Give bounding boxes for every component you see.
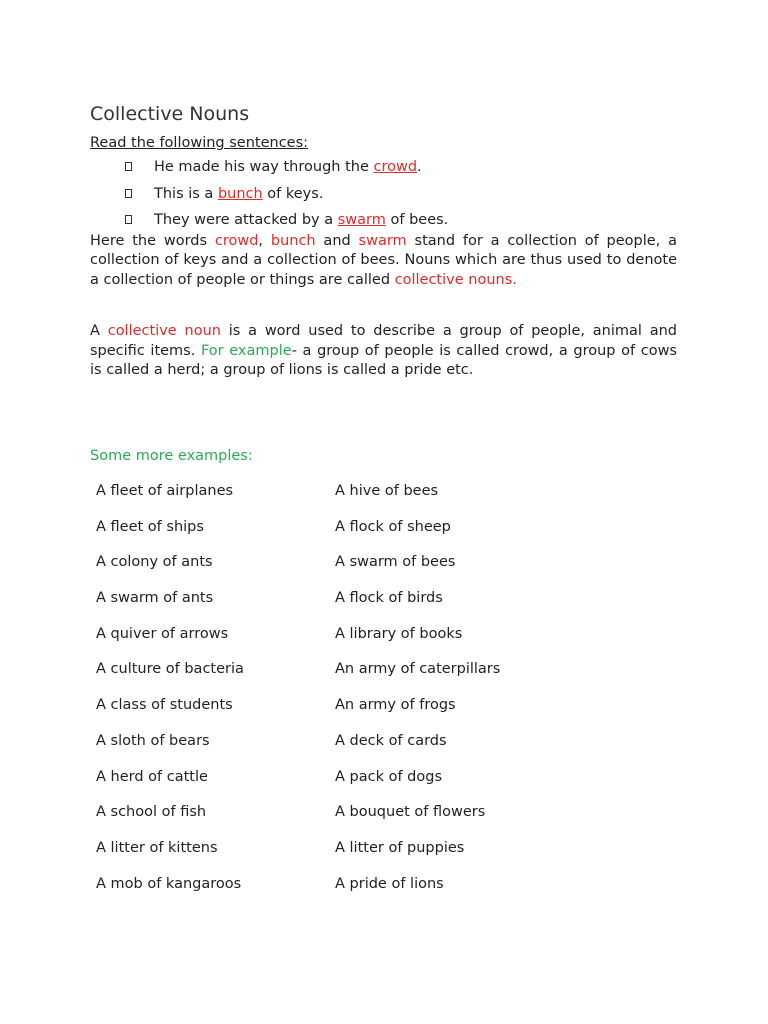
bullet-box-icon (125, 162, 132, 171)
example-left: A quiver of arrows (96, 625, 229, 642)
example-right: A library of books (335, 625, 463, 642)
example-left: A mob of kangaroos (96, 875, 242, 892)
list-item (90, 210, 677, 237)
paragraph-text: stand for a collection of people, a collection of keys and a collection of bees. Nouns which are thus used to denote a collection of people or things are called (90, 232, 677, 288)
paragraph-text: - a group of people is called crowd, a group of cows is called a herd; a group of lions is called a pride etc. (90, 342, 677, 378)
table-row (96, 659, 576, 695)
paragraph-text: Here the words (90, 232, 215, 249)
examples-table (96, 481, 576, 909)
highlighted-word: crowd (373, 159, 418, 175)
sentence-text: This is a (154, 185, 218, 202)
paragraph-text: and (315, 232, 359, 249)
example-left: A sloth of bears (96, 732, 210, 749)
paragraph-text: A (90, 323, 108, 339)
example-right: An army of caterpillars (335, 661, 501, 678)
example-right: A bouquet of flowers (335, 804, 486, 821)
list-item (90, 184, 677, 211)
list-item (90, 157, 677, 184)
table-row (96, 838, 576, 874)
table-row (96, 588, 576, 624)
example-right: A hive of bees (335, 483, 439, 499)
table-row (96, 695, 576, 731)
subheading: Read the following sentences: (90, 135, 309, 151)
sentence-text: They were attacked by a (154, 212, 338, 228)
highlighted-word: bunch (270, 232, 316, 249)
example-left: A fleet of ships (96, 518, 204, 535)
sentence-text: of bees. (385, 212, 449, 228)
example-sentence-list (90, 157, 677, 237)
sentence-text: He made his way through the (154, 159, 374, 175)
table-row (96, 802, 576, 838)
paragraph-text: is a word used to describe a group of people, animal and specific items. (90, 323, 677, 359)
example-right: A swarm of bees (335, 554, 456, 571)
example-right: A deck of cards (335, 732, 447, 749)
table-row (96, 624, 576, 660)
example-left: A class of students (96, 697, 233, 714)
example-left: A fleet of airplanes (96, 483, 234, 499)
table-row (96, 517, 576, 553)
example-left: A litter of kittens (96, 839, 218, 856)
example-right: A pride of lions (335, 875, 444, 892)
sentence-text: . (417, 159, 422, 175)
sentence-text: of keys. (262, 185, 324, 202)
table-row (96, 552, 576, 588)
page-title: Collective Nouns (90, 103, 250, 125)
example-left: A herd of cattle (96, 768, 208, 785)
paragraph-text: , (258, 232, 271, 249)
example-left: A school of fish (96, 804, 207, 821)
highlighted-word: swarm (337, 212, 386, 228)
paragraph-text: . (512, 271, 517, 288)
highlighted-word: crowd (214, 232, 259, 249)
document-content (90, 100, 677, 892)
table-row (96, 874, 576, 910)
table-row (96, 731, 576, 767)
highlighted-word: collective noun (107, 323, 221, 339)
definition-paragraph (90, 322, 677, 381)
bullet-box-icon (125, 215, 132, 224)
example-left: A culture of bacteria (96, 661, 244, 678)
highlighted-word: bunch (217, 185, 263, 202)
explanation-paragraph (90, 232, 677, 291)
example-right: A litter of puppies (335, 839, 465, 856)
bullet-box-icon (125, 189, 132, 198)
example-right: A flock of sheep (335, 518, 451, 535)
example-left: A colony of ants (96, 554, 213, 571)
example-left: A swarm of ants (96, 590, 214, 607)
example-right: A flock of birds (335, 590, 443, 607)
more-examples-heading: Some more examples: (90, 448, 253, 464)
example-right: An army of frogs (335, 697, 456, 714)
highlighted-phrase: For example (200, 342, 292, 359)
highlighted-word: collective nouns (394, 271, 513, 288)
highlighted-word: swarm (358, 232, 407, 249)
example-right: A pack of dogs (335, 768, 443, 785)
table-row (96, 767, 576, 803)
table-row (96, 481, 576, 517)
